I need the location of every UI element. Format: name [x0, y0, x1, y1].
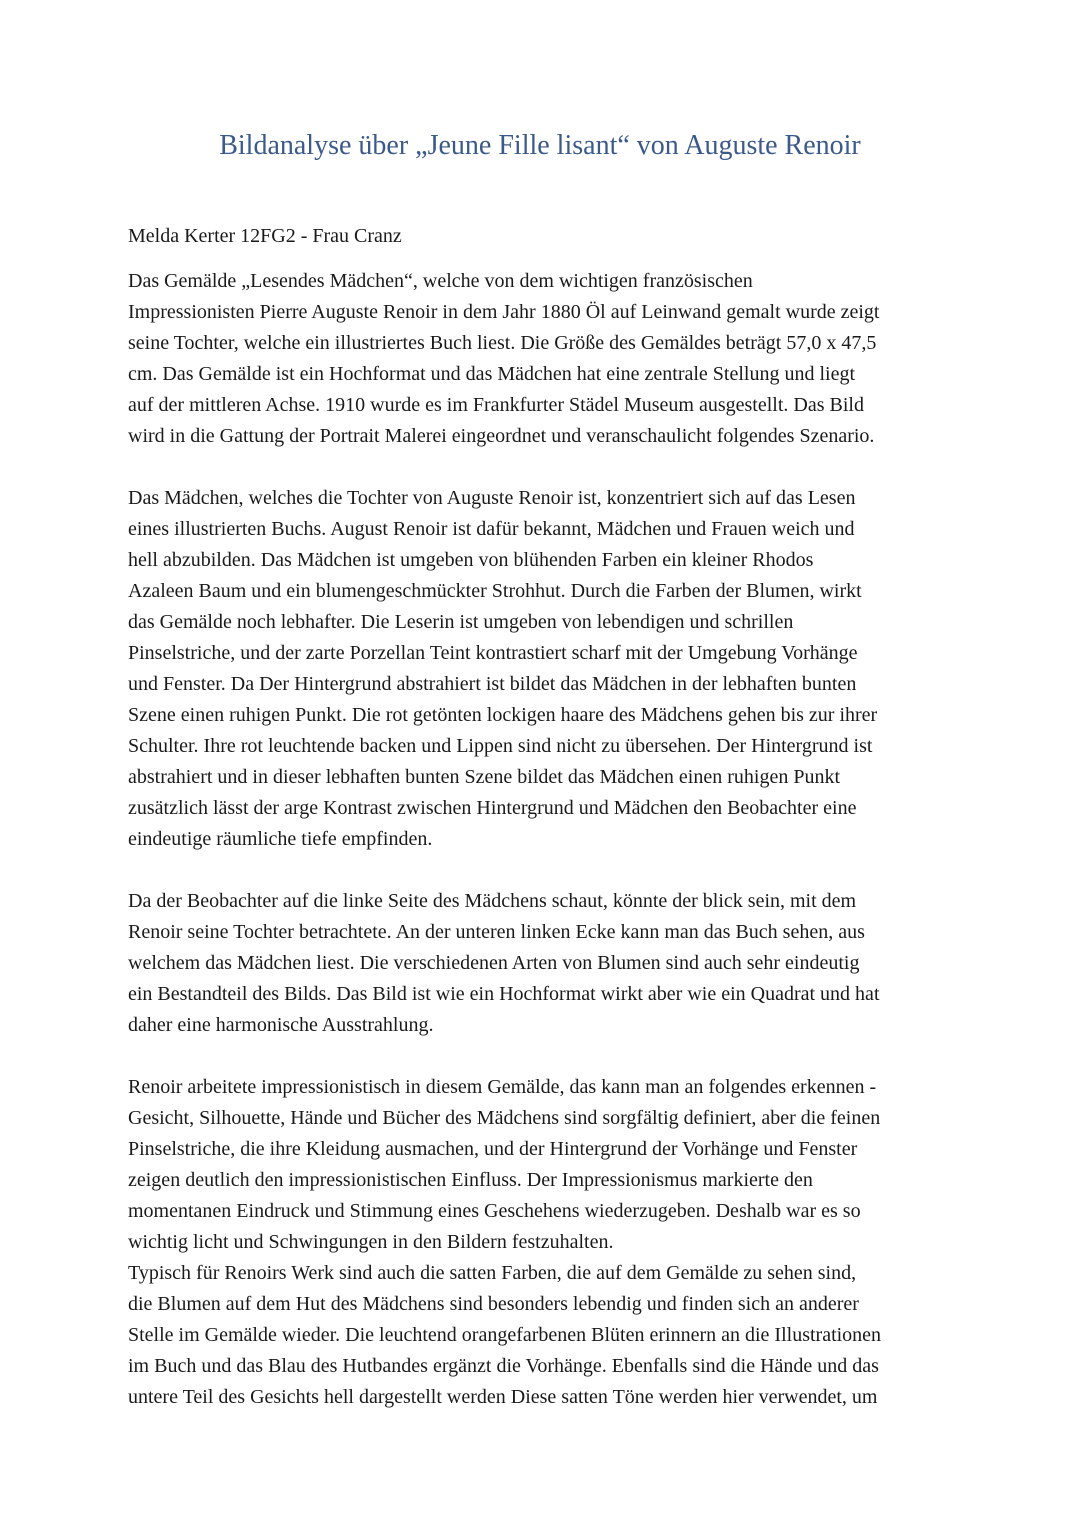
text-line: seine Tochter, welche ein illustriertes Buch liest. Die Größe des Gemäldes beträgt 57,0 x 47,5 [128, 332, 877, 354]
text-line: Gesicht, Silhouette, Hände und Bücher des Mädchens sind sorgfältig definiert, aber die feinen [128, 1107, 881, 1129]
text-line: wichtig licht und Schwingungen in den Bildern festzuhalten. [128, 1231, 614, 1253]
text-line: cm. Das Gemälde ist ein Hochformat und das Mädchen hat eine zentrale Stellung und liegt [128, 363, 856, 385]
text-line: und Fenster. Da Der Hintergrund abstrahiert ist bildet das Mädchen in der lebhaften bunten [128, 673, 857, 695]
text-line: das Gemälde noch lebhafter. Die Leserin ist umgeben von lebendigen und schrillen [128, 611, 794, 633]
text-line: momentanen Eindruck und Stimmung eines Geschehens wiederzugeben. Deshalb war es so [128, 1200, 861, 1222]
paragraph-1 [128, 266, 958, 452]
text-line: Schulter. Ihre rot leuchtende backen und Lippen sind nicht zu übersehen. Der Hintergrund ist [128, 735, 873, 757]
document-title: Bildanalyse über „Jeune Fille lisant“ von Auguste Renoir [219, 130, 861, 161]
text-line: Renoir seine Tochter betrachtete. An der unteren linken Ecke kann man das Buch sehen, aus [128, 921, 865, 943]
text-line: Szene einen ruhigen Punkt. Die rot getönten lockigen haare des Mädchens gehen bis zur ihrer [128, 704, 878, 726]
text-line: im Buch und das Blau des Hutbandes ergänzt die Vorhänge. Ebenfalls sind die Hände und das [128, 1355, 879, 1377]
text-line: daher eine harmonische Ausstrahlung. [128, 1014, 434, 1036]
text-line: auf der mittleren Achse. 1910 wurde es im Frankfurter Städel Museum ausgestellt. Das Bild [128, 394, 864, 416]
text-line: Das Gemälde „Lesendes Mädchen“, welche von dem wichtigen französischen [128, 270, 753, 292]
text-line: zusätzlich lässt der arge Kontrast zwischen Hintergrund und Mädchen den Beobachter eine [128, 797, 857, 819]
text-line: Pinselstriche, die ihre Kleidung ausmachen, und der Hintergrund der Vorhänge und Fenster [128, 1138, 858, 1160]
text-line: die Blumen auf dem Hut des Mädchens sind besonders lebendig und finden sich an anderer [128, 1293, 859, 1315]
text-line: welchem das Mädchen liest. Die verschiedenen Arten von Blumen sind auch sehr eindeutig [128, 952, 860, 974]
paragraph-gap [128, 855, 958, 886]
document-body [128, 266, 958, 1413]
text-line: Impressionisten Pierre Auguste Renoir in dem Jahr 1880 Öl auf Leinwand gemalt wurde zeigt [128, 301, 880, 323]
text-line: zeigen deutlich den impressionistischen Einfluss. Der Impressionismus markierte den [128, 1169, 813, 1191]
text-line: ein Bestandteil des Bilds. Das Bild ist wie ein Hochformat wirkt aber wie ein Quadrat und hat [128, 983, 880, 1005]
text-line: Pinselstriche, und der zarte Porzellan Teint kontrastiert scharf mit der Umgebung Vorhänge [128, 642, 858, 664]
text-line: Typisch für Renoirs Werk sind auch die satten Farben, die auf dem Gemälde zu sehen sind, [128, 1262, 857, 1284]
paragraph-3 [128, 886, 958, 1041]
text-line: eines illustrierten Buchs. August Renoir ist dafür bekannt, Mädchen und Frauen weich und [128, 518, 855, 540]
paragraph-2 [128, 483, 958, 855]
paragraph-4 [128, 1072, 958, 1413]
text-line: Das Mädchen, welches die Tochter von Auguste Renoir ist, konzentriert sich auf das Lesen [128, 487, 856, 509]
text-line: Da der Beobachter auf die linke Seite des Mädchens schaut, könnte der blick sein, mit dem [128, 890, 857, 912]
text-line: Renoir arbeitete impressionistisch in diesem Gemälde, das kann man an folgendes erkennen - [128, 1076, 877, 1098]
text-line: abstrahiert und in dieser lebhaften bunten Szene bildet das Mädchen einen ruhigen Punkt [128, 766, 841, 788]
text-line: untere Teil des Gesichts hell dargestellt werden Diese satten Töne werden hier verwendet, um [128, 1386, 878, 1408]
text-line: eindeutige räumliche tiefe empfinden. [128, 828, 433, 850]
text-line: Azaleen Baum und ein blumengeschmückter Strohhut. Durch die Farben der Blumen, wirkt [128, 580, 862, 602]
text-line: wird in die Gattung der Portrait Malerei eingeordnet und veranschaulicht folgendes Szenario. [128, 425, 875, 447]
author-line: Melda Kerter 12FG2 - Frau Cranz [128, 225, 402, 247]
paragraph-gap [128, 1041, 958, 1072]
paragraph-gap [128, 452, 958, 483]
text-line: Stelle im Gemälde wieder. Die leuchtend orangefarbenen Blüten erinnern an die Illustrationen [128, 1324, 882, 1346]
text-line: hell abzubilden. Das Mädchen ist umgeben von blühenden Farben ein kleiner Rhodos [128, 549, 814, 571]
